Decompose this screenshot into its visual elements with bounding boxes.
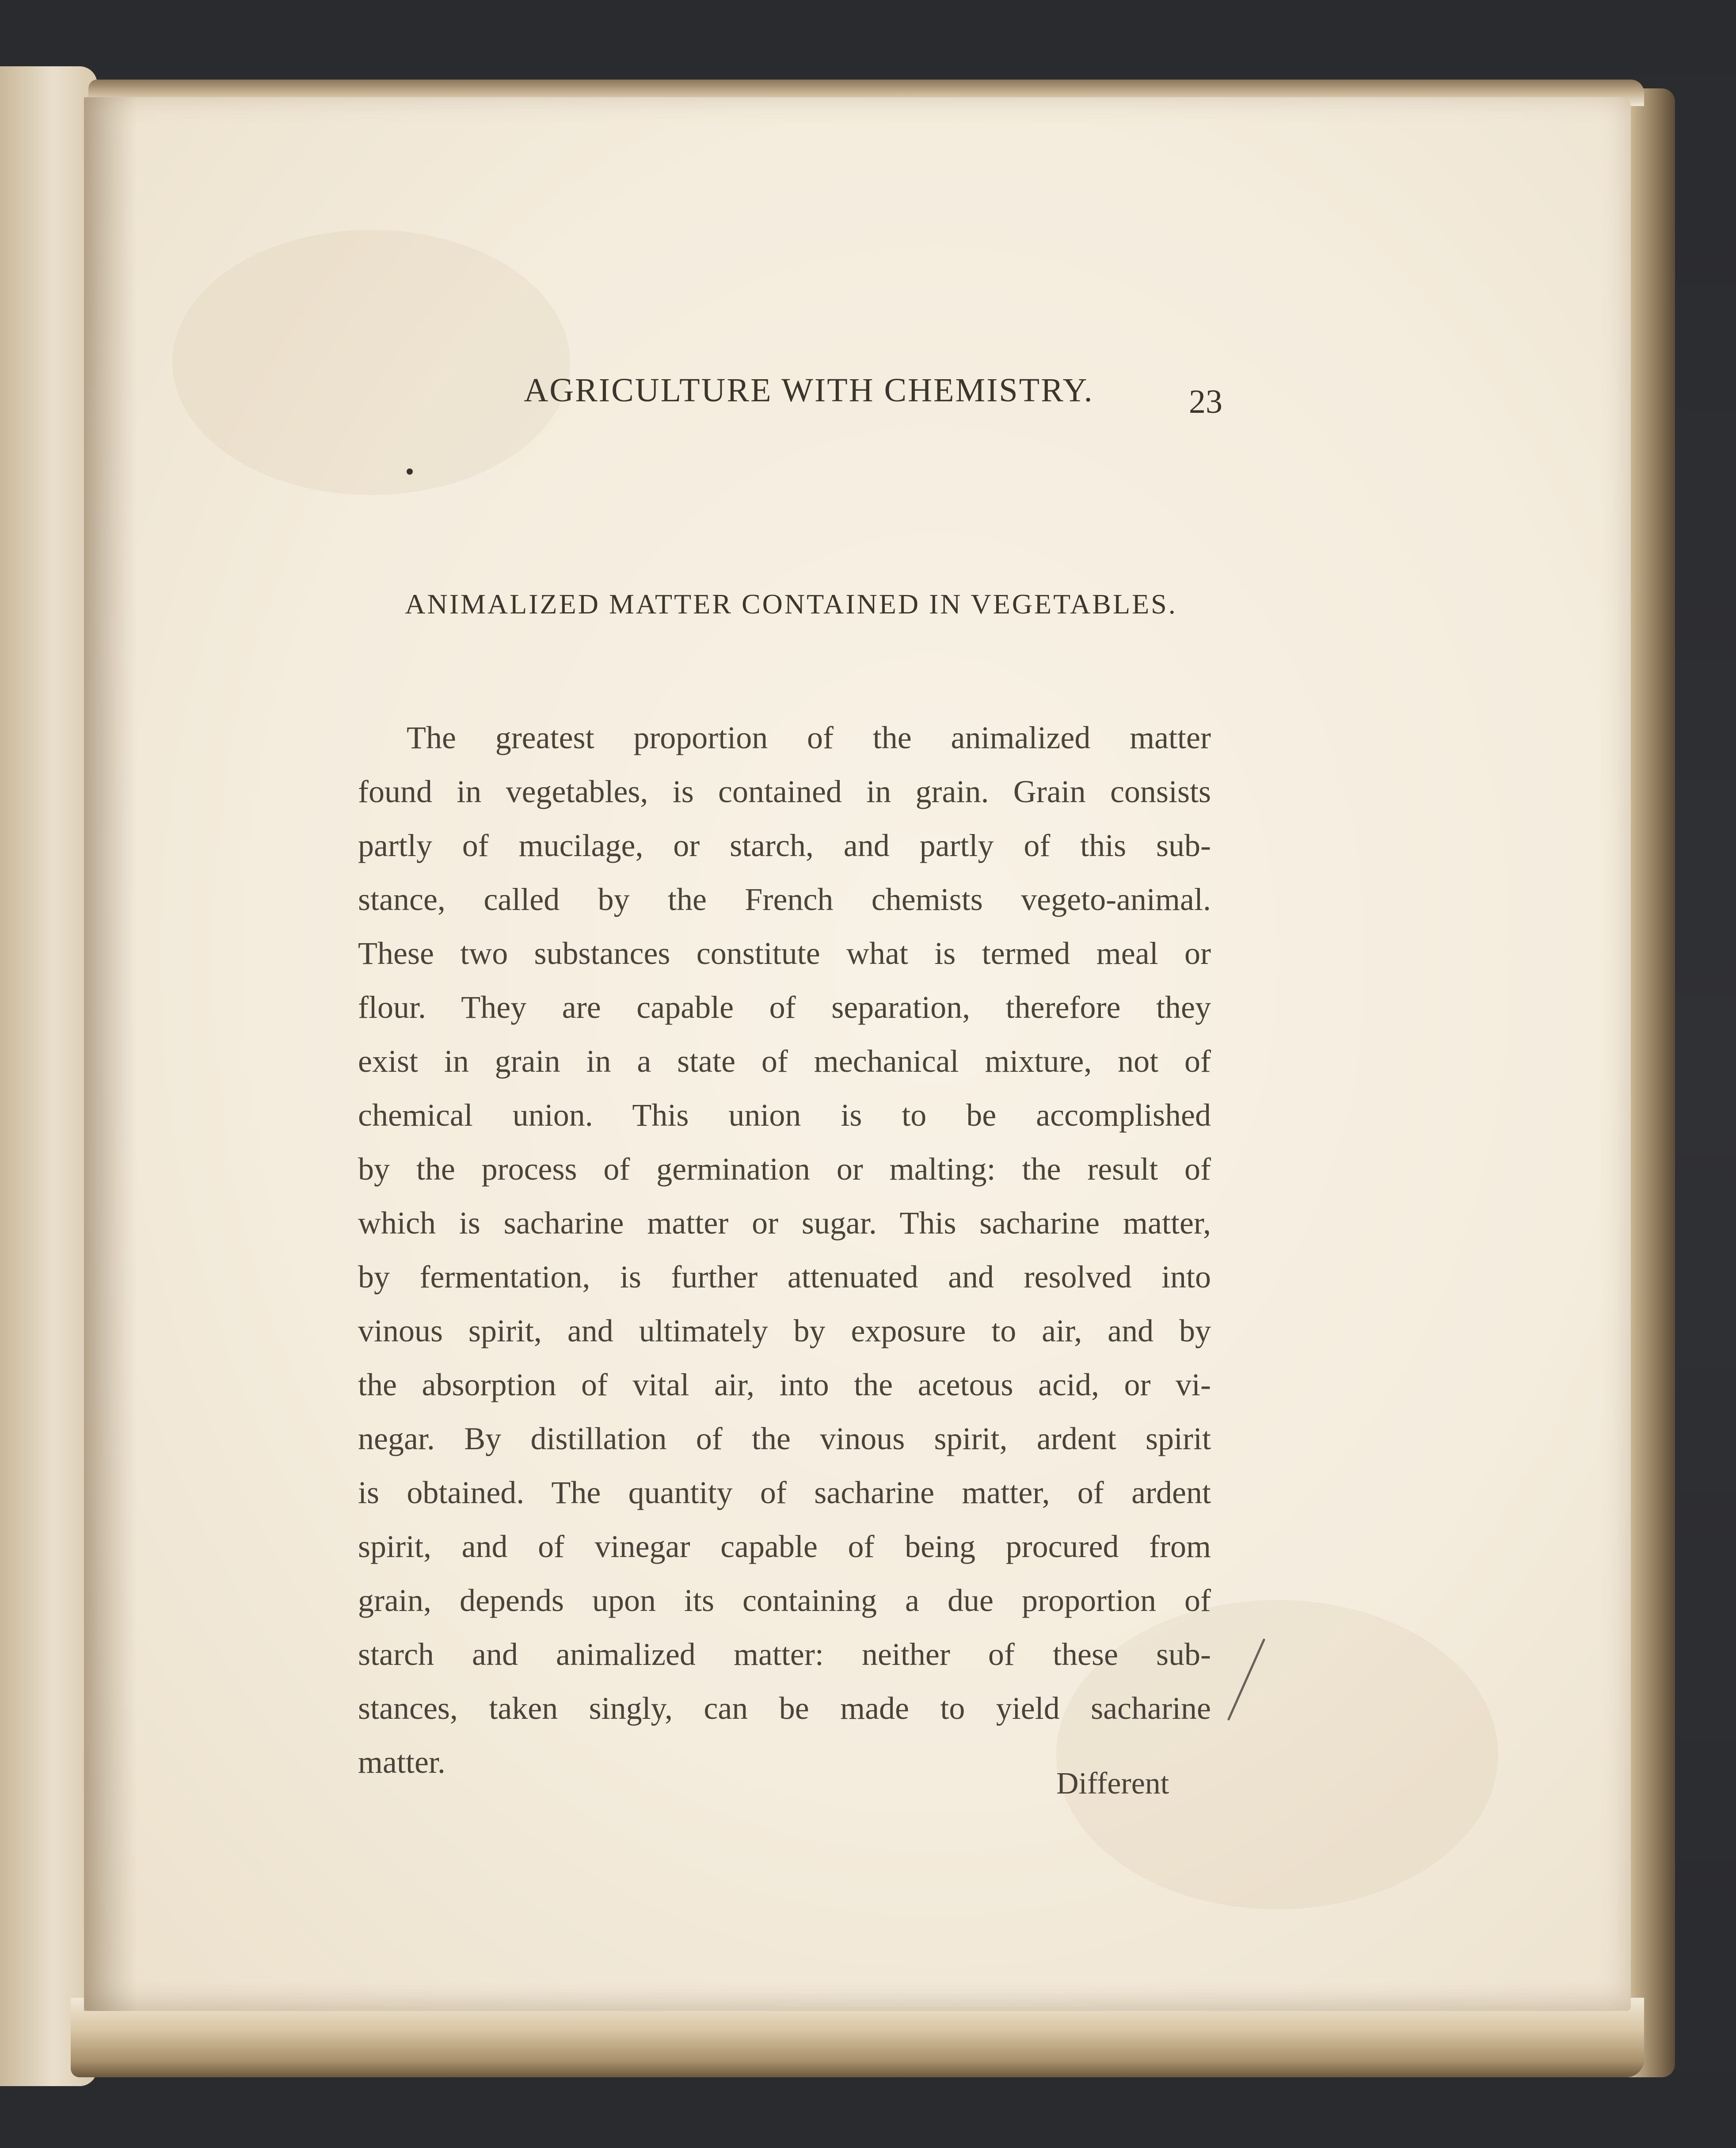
- text-line: The greatest proportion of the animalized matter: [407, 720, 1211, 755]
- text-line: vinous spirit, and ultimately by exposure to air, and by: [358, 1313, 1211, 1348]
- left-page-edge: [0, 66, 97, 2086]
- page-number: 23: [1189, 383, 1222, 420]
- text-line: flour. They are capable of separation, therefore they: [358, 990, 1211, 1025]
- text-line: found in vegetables, is contained in grain. Grain consists: [358, 774, 1211, 809]
- text-line: grain, depends upon its containing a due proportion of: [358, 1583, 1211, 1618]
- text-line: which is sacharine matter or sugar. This sacharine matter,: [358, 1205, 1211, 1241]
- text-line: exist in grain in a state of mechanical mixture, not of: [358, 1044, 1211, 1079]
- gutter-shadow: [84, 97, 137, 2011]
- text-line: is obtained. The quantity of sacharine matter, of ardent: [358, 1475, 1211, 1510]
- text-line: stance, called by the French chemists vegeto-animal.: [358, 882, 1211, 917]
- text-line: These two substances constitute what is termed meal or: [358, 936, 1211, 971]
- text-line: chemical union. This union is to be accomplished: [358, 1097, 1211, 1133]
- body-paragraph: [358, 711, 1211, 1789]
- text-line: by fermentation, is further attenuated and resolved into: [358, 1259, 1211, 1295]
- ink-dot: [407, 468, 413, 475]
- text-line: negar. By distillation of the vinous spirit, ardent spirit: [358, 1421, 1211, 1456]
- text-line: the absorption of vital air, into the acetous acid, or vi-: [358, 1367, 1211, 1402]
- text-line: by the process of germination or malting: the result of: [358, 1151, 1211, 1187]
- section-title: ANIMALIZED MATTER CONTAINED IN VEGETABLES.: [405, 588, 1177, 620]
- paper-stain: [172, 230, 570, 495]
- catchword: Different: [1056, 1767, 1169, 1801]
- pencil-slash-mark: [1220, 1635, 1273, 1724]
- running-head: AGRICULTURE WITH CHEMISTRY.: [524, 372, 1094, 409]
- text-line: spirit, and of vinegar capable of being procured from: [358, 1529, 1211, 1564]
- text-line: stances, taken singly, can be made to yield sacharine: [358, 1691, 1211, 1726]
- text-line: starch and animalized matter: neither of these sub-: [358, 1637, 1211, 1672]
- text-line: partly of mucilage, or starch, and partly of this sub-: [358, 828, 1211, 863]
- text-line: matter.: [358, 1744, 445, 1780]
